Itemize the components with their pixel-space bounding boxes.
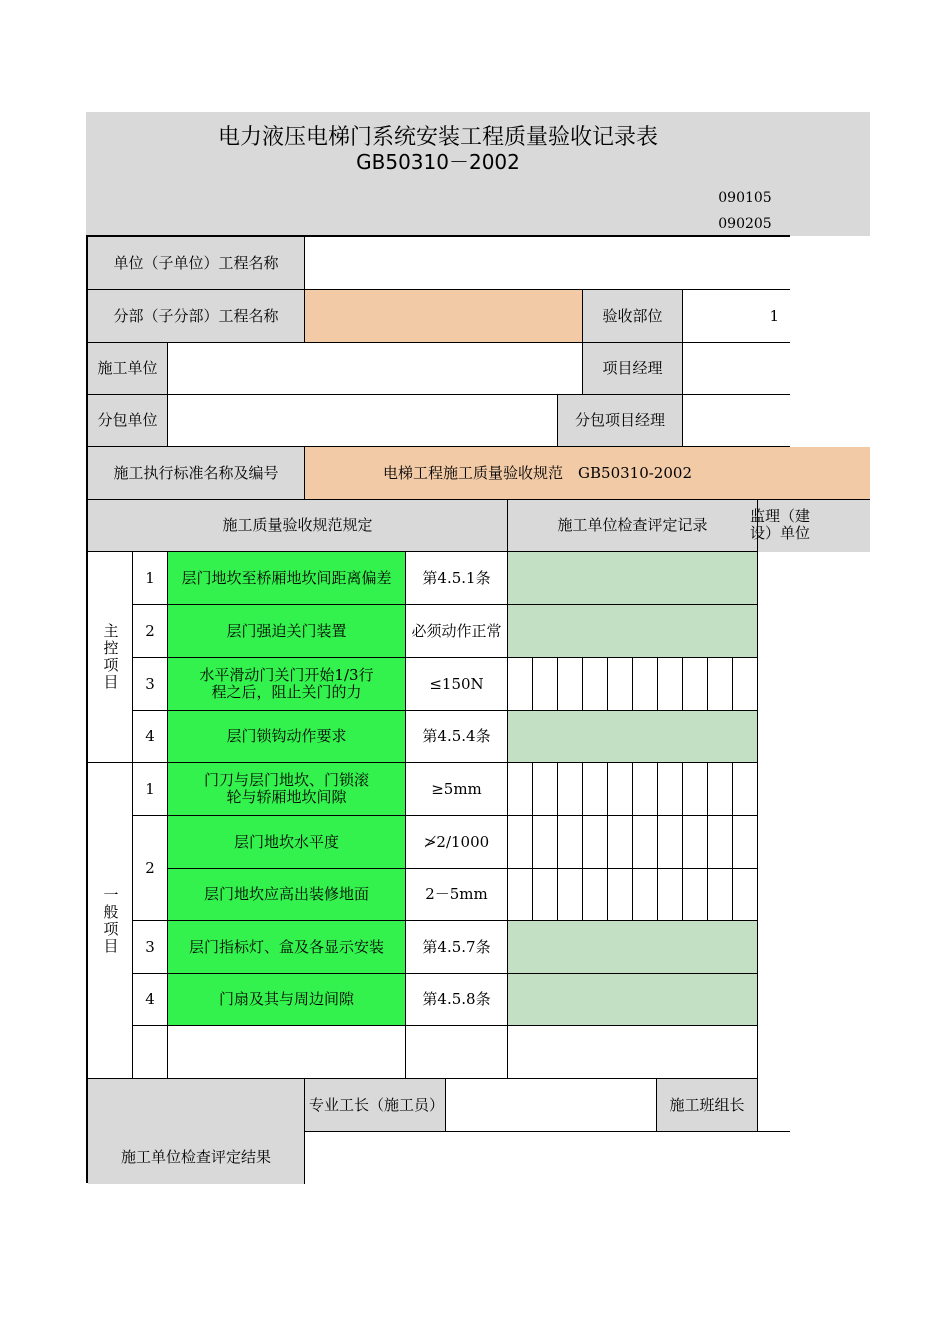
subcontract-unit-value[interactable] bbox=[168, 395, 558, 447]
general-item-grid bbox=[508, 869, 758, 921]
general-group-cell bbox=[88, 763, 133, 1079]
foreman-value[interactable] bbox=[446, 1079, 657, 1132]
subcontract-unit-label: 分包单位 bbox=[88, 395, 168, 447]
main-item-no: 3 bbox=[133, 658, 168, 711]
main-item-grid bbox=[508, 658, 758, 711]
record-cell[interactable] bbox=[658, 658, 683, 711]
construction-unit-value[interactable] bbox=[168, 343, 583, 395]
main-item-req: 第4.5.1条 bbox=[406, 552, 508, 605]
form-code-1: 090105 bbox=[718, 190, 772, 206]
record-cell[interactable] bbox=[708, 658, 733, 711]
standard-value: 电梯工程施工质量验收规范 GB50310-2002 bbox=[305, 447, 870, 500]
record-cell[interactable] bbox=[683, 763, 708, 816]
subcontract-manager-value[interactable] bbox=[683, 395, 790, 447]
record-cell[interactable] bbox=[583, 658, 608, 711]
record-cell[interactable] bbox=[608, 869, 633, 921]
unit-project-label: 单位（子单位）工程名称 bbox=[88, 237, 305, 290]
main-item-record[interactable] bbox=[508, 711, 758, 763]
record-cell[interactable] bbox=[633, 658, 658, 711]
acceptance-part-value[interactable]: 1 bbox=[683, 290, 790, 343]
record-cell[interactable] bbox=[508, 658, 533, 711]
record-cell[interactable] bbox=[708, 763, 733, 816]
main-item-req: ≤150N bbox=[406, 658, 508, 711]
general-item-name: 层门指标灯、盒及各显示安装 bbox=[168, 921, 406, 974]
record-cell[interactable] bbox=[658, 816, 683, 869]
foreman-label: 专业工长（施工员） bbox=[305, 1079, 446, 1132]
general-item-grid bbox=[508, 763, 758, 816]
general-item-req: 第4.5.7条 bbox=[406, 921, 508, 974]
general-item-record[interactable] bbox=[508, 921, 758, 974]
record-cell[interactable] bbox=[533, 763, 558, 816]
sub-project-value[interactable] bbox=[305, 290, 583, 343]
general-item-record[interactable] bbox=[508, 974, 758, 1026]
record-cell[interactable] bbox=[733, 658, 758, 711]
record-cell[interactable] bbox=[533, 816, 558, 869]
record-cell[interactable] bbox=[558, 658, 583, 711]
spec-header: 施工质量验收规范规定 bbox=[88, 500, 508, 552]
record-cell[interactable] bbox=[733, 869, 758, 921]
record-cell[interactable] bbox=[558, 869, 583, 921]
record-cell[interactable] bbox=[633, 816, 658, 869]
record-cell[interactable] bbox=[608, 658, 633, 711]
record-cell[interactable] bbox=[608, 816, 633, 869]
general-item-name: 层门地坎应高出装修地面 bbox=[168, 869, 406, 921]
standard-code: GB50310－2002 bbox=[356, 150, 520, 174]
record-cell[interactable] bbox=[508, 869, 533, 921]
general-item-no: 2 bbox=[133, 816, 168, 921]
main-item-no: 2 bbox=[133, 605, 168, 658]
main-item-name: 层门强迫关门装置 bbox=[168, 605, 406, 658]
general-item-no: 3 bbox=[133, 921, 168, 974]
record-cell[interactable] bbox=[633, 869, 658, 921]
main-item-record[interactable] bbox=[508, 605, 758, 658]
general-item-grid bbox=[508, 816, 758, 869]
result-value[interactable] bbox=[305, 1132, 790, 1184]
sub-project-label: 分部（子分部）工程名称 bbox=[88, 290, 305, 343]
construction-unit-label: 施工单位 bbox=[88, 343, 168, 395]
record-cell[interactable] bbox=[508, 763, 533, 816]
record-cell[interactable] bbox=[658, 763, 683, 816]
supervisor-header: 监理（建设）单位 bbox=[749, 507, 810, 542]
record-cell[interactable] bbox=[558, 763, 583, 816]
general-group-label: 一般项目 bbox=[101, 886, 120, 955]
record-cell[interactable] bbox=[533, 869, 558, 921]
team-leader-label: 施工班组长 bbox=[657, 1079, 758, 1132]
general-item-name: 门刀与层门地坎、门锁滚轮与轿厢地坎间隙 bbox=[168, 763, 406, 816]
main-item-no: 1 bbox=[133, 552, 168, 605]
general-item-name: 门扇及其与周边间隙 bbox=[168, 974, 406, 1026]
record-cell[interactable] bbox=[608, 763, 633, 816]
unit-project-value[interactable] bbox=[305, 237, 790, 290]
main-group-cell bbox=[88, 552, 133, 763]
general-item-req: 第4.5.8条 bbox=[406, 974, 508, 1026]
record-cell[interactable] bbox=[583, 816, 608, 869]
record-cell[interactable] bbox=[633, 763, 658, 816]
empty-item-req[interactable] bbox=[406, 1026, 508, 1079]
record-cell[interactable] bbox=[708, 816, 733, 869]
record-cell[interactable] bbox=[683, 869, 708, 921]
result-label: 施工单位检查评定结果 bbox=[120, 1148, 271, 1166]
main-item-no: 4 bbox=[133, 711, 168, 763]
record-cell[interactable] bbox=[658, 869, 683, 921]
record-cell[interactable] bbox=[558, 816, 583, 869]
empty-item-no bbox=[133, 1026, 168, 1079]
general-item-req: ≥5mm bbox=[406, 763, 508, 816]
supervisor-header-cell bbox=[749, 500, 870, 552]
main-group-label: 主控项目 bbox=[101, 623, 120, 691]
main-item-name: 层门锁钩动作要求 bbox=[168, 711, 406, 763]
main-item-req: 必须动作正常 bbox=[406, 605, 508, 658]
subcontract-manager-label: 分包项目经理 bbox=[558, 395, 683, 447]
general-item-no: 4 bbox=[133, 974, 168, 1026]
record-cell[interactable] bbox=[583, 763, 608, 816]
team-leader-value[interactable] bbox=[758, 1079, 790, 1132]
main-item-req: 第4.5.4条 bbox=[406, 711, 508, 763]
record-cell[interactable] bbox=[508, 816, 533, 869]
check-header: 施工单位检查评定记录 bbox=[508, 500, 758, 552]
record-cell[interactable] bbox=[583, 869, 608, 921]
record-cell[interactable] bbox=[733, 816, 758, 869]
empty-item-name[interactable] bbox=[168, 1026, 406, 1079]
general-item-req: 2－5mm bbox=[406, 869, 508, 921]
main-item-record[interactable] bbox=[508, 552, 758, 605]
record-cell[interactable] bbox=[533, 658, 558, 711]
main-item-name: 层门地坎至桥厢地坎间距离偏差 bbox=[168, 552, 406, 605]
project-manager-value[interactable] bbox=[683, 343, 790, 395]
general-item-name: 层门地坎水平度 bbox=[168, 816, 406, 869]
form-code-2: 090205 bbox=[718, 216, 772, 232]
main-item-name: 水平滑动门关门开始1/3行程之后，阻止关门的力 bbox=[168, 658, 406, 711]
record-cell[interactable] bbox=[708, 869, 733, 921]
empty-item-record[interactable] bbox=[508, 1026, 758, 1079]
page-title: 电力液压电梯门系统安装工程质量验收记录表 bbox=[217, 125, 658, 150]
acceptance-part-label: 验收部位 bbox=[583, 290, 683, 343]
record-cell[interactable] bbox=[683, 658, 708, 711]
result-label-cell bbox=[88, 1079, 305, 1184]
record-cell[interactable] bbox=[683, 816, 708, 869]
project-manager-label: 项目经理 bbox=[583, 343, 683, 395]
standard-label: 施工执行标准名称及编号 bbox=[88, 447, 305, 500]
record-cell[interactable] bbox=[733, 763, 758, 816]
general-item-req: ≯2/1000 bbox=[406, 816, 508, 869]
general-item-no: 1 bbox=[133, 763, 168, 816]
